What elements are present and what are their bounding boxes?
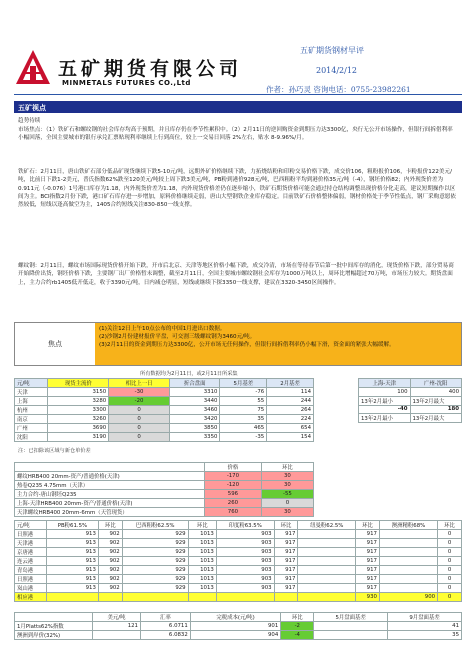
change-cell: -20	[109, 397, 170, 406]
table-row	[15, 631, 462, 640]
ore-cell: 902	[98, 584, 122, 593]
table-row	[15, 388, 314, 397]
table-row	[15, 539, 462, 548]
ore-cell: 903	[216, 566, 274, 575]
ore-cell: 0	[438, 593, 462, 602]
ore-cell: 0	[438, 566, 462, 575]
table-row	[15, 472, 314, 481]
ore-paragraph: 铁矿石：2月11日，唐山铁矿石部分低品矿现货继续下跌5-10元/吨，远期外矿价格继续下跌，力拓烧结粉和印粉交易价格下跌，成交价106，粗粉报价106，卡粉报价122美元/吨，比前日下跌1-2美元，普氏指数62%跌至120美元/吨较上周下跌3美元/吨，PB粉到港价928元/吨，巴西粗粉平均到港价格35元/吨（-4），钢坯价格82；内外现货价差为0.911元（-0.076）1号港口库存为1.18，内外现货价差为1.18，内外现货价格差仍在逐步缩小，铁矿石期货价格可能会通过持仓结构调整出现价格分化走高，建议短期操作以区间为主。BCI指数2月份下跌，港口矿石库存进一步增加，原料价格继续走弱，唐山大型钢铁企业库存稳定。目前铁矿石价格整体偏弱，钢材价格处于季节性低点，钢厂采购意愿依然较低，短线以逢高做空为主，1405合约短线关注830-850一线支撑。	[18, 169, 456, 209]
focus-line: (2)沙钢2月份建材报价平盘，可交割三级螺纹钢为3460元/吨。	[99, 334, 256, 340]
change-cell: 30	[261, 472, 313, 481]
ore-cell: 1013	[188, 566, 216, 575]
city-cell: 广州	[15, 424, 48, 433]
ore-cell	[298, 593, 356, 602]
ore-cell: 902	[98, 548, 122, 557]
table-row	[15, 481, 314, 490]
trend-title: 趋势待续	[18, 118, 41, 124]
focus-body	[95, 323, 461, 365]
basis-cell: 75	[220, 406, 267, 415]
ore-cell: 929	[122, 539, 188, 548]
ore-cell: 0	[438, 584, 462, 593]
ore-cell: 929	[122, 548, 188, 557]
col-header: 印度粉63.5%	[216, 521, 274, 530]
ore-cell: 903	[216, 584, 274, 593]
ore-cell: 913	[46, 584, 98, 593]
basis-cell: -76	[220, 388, 267, 397]
ore-cell: 929	[122, 530, 188, 539]
table-row	[15, 575, 462, 584]
futures-cell: 3460	[169, 406, 220, 415]
price-cell: 3300	[48, 406, 109, 415]
basis-cell: 465	[220, 424, 267, 433]
company-name-en: MINMETALS FUTURES CO.,Ltd	[62, 79, 191, 87]
ore-cell: 1013	[188, 530, 216, 539]
price-cell: 3690	[48, 424, 109, 433]
ore-cell	[188, 593, 216, 602]
ore-cell: 929	[122, 557, 188, 566]
spot-table-caption: 所有数据均为2月11日，或2月11日所采集	[140, 371, 238, 377]
ore-cell: 0	[438, 575, 462, 584]
ore-cell: 1013	[188, 557, 216, 566]
col-header: 澳洲精粉68%	[379, 521, 437, 530]
ore-cell: 917	[274, 584, 298, 593]
ore-cell: 917	[274, 539, 298, 548]
focus-line: (1)关注12日上午10点公布的中国1月进出口数据。	[99, 326, 226, 332]
label-cell: 热卷Q235 4.75mm（天津）	[15, 481, 205, 490]
col-header: 环比	[274, 521, 298, 530]
value-cell	[314, 622, 388, 631]
ore-cell	[379, 566, 437, 575]
focus-box	[14, 322, 462, 366]
ore-cell: 917	[356, 566, 380, 575]
ore-cell	[46, 593, 98, 602]
ore-cell: 903	[216, 575, 274, 584]
change-cell: 0	[109, 433, 170, 442]
change-cell: 30	[261, 481, 313, 490]
ore-cell: 917	[356, 584, 380, 593]
change-cell: -2	[281, 622, 314, 631]
label-cell: 天津螺纹HRB400 20mm-6mm（天管现货）	[15, 508, 205, 517]
spread-table	[358, 378, 462, 423]
ore-cell: 917	[356, 575, 380, 584]
col-header: 环比	[98, 521, 122, 530]
spot-price-table	[14, 378, 314, 442]
col-header: PB粉61.5%	[46, 521, 98, 530]
table-row	[15, 415, 314, 424]
label-cell: 上海-天津HRB400 20mm-资产/普通价格(天津)	[15, 499, 205, 508]
table-row	[359, 405, 462, 414]
table-row	[15, 433, 314, 442]
ore-cell: 929	[122, 575, 188, 584]
ore-cell: 917	[274, 575, 298, 584]
basis-cell: 154	[267, 433, 314, 442]
port-cell: 相应港	[15, 593, 47, 602]
label-cell: 螺纹HRB400 20mm-资产/普通价格(天津)	[15, 472, 205, 481]
table-row	[15, 424, 314, 433]
table-row	[359, 396, 462, 405]
value-cell: 41	[388, 622, 462, 631]
ore-cell: 917	[274, 557, 298, 566]
company-logo	[14, 48, 52, 86]
value-cell: 35	[388, 631, 462, 640]
table-row	[15, 499, 314, 508]
ore-cell	[298, 548, 356, 557]
ore-cell: 913	[46, 566, 98, 575]
ore-cell: 917	[274, 548, 298, 557]
ore-cell	[298, 557, 356, 566]
ore-cell	[379, 557, 437, 566]
col-header: 环比	[188, 521, 216, 530]
change-cell: -55	[261, 490, 313, 499]
port-cell: 天津港	[15, 539, 47, 548]
basis-cell: 264	[267, 406, 314, 415]
value-cell: 760	[205, 508, 262, 517]
ore-cell: 1013	[188, 584, 216, 593]
ore-cell: 900	[379, 593, 437, 602]
col-header: 环比	[356, 521, 380, 530]
col-header	[15, 463, 205, 472]
col-header: 价格	[205, 463, 262, 472]
col-header: 环比	[438, 521, 462, 530]
table-row	[15, 584, 462, 593]
basis-cell: 55	[220, 397, 267, 406]
spread-cell: 13年2月最大	[410, 414, 462, 423]
value-cell: -120	[205, 481, 262, 490]
ore-cell: 917	[274, 530, 298, 539]
ore-cell: 913	[46, 548, 98, 557]
ore-cell: 917	[356, 548, 380, 557]
ore-cell	[216, 593, 274, 602]
port-cell: 日照港	[15, 575, 47, 584]
table-row	[15, 557, 462, 566]
company-name-cn: 五矿期货有限公司	[58, 58, 243, 80]
value-cell: 596	[205, 490, 262, 499]
ore-cell: 929	[122, 584, 188, 593]
ore-cell: 913	[46, 557, 98, 566]
spread-cell: 100	[359, 388, 411, 397]
change-cell: 0	[109, 406, 170, 415]
col-header: 完税成本(元/吨)	[190, 613, 281, 622]
ore-cell: 903	[216, 557, 274, 566]
price-cell: 3260	[48, 415, 109, 424]
market-paragraph: 市场焦点：（1）铁矿石和螺纹钢的社会库存均高于预期，并且库存仍在季节性累积中。（2）2月11日的逆回购资金到期压力达3300亿，央行无公开市场操作，但银行间拆借利率小幅回落，全国主要城市的银行承兑汇票贴现利率继续上行到高位，较上一交易日回落 2%左右，贴水 8-9.96%/月。	[18, 127, 453, 142]
ore-cell: 1013	[188, 575, 216, 584]
col-header: 巴西粗粉62.5%	[122, 521, 188, 530]
col-header: 汇率	[140, 613, 190, 622]
ore-cell	[298, 566, 356, 575]
city-cell: 天津	[15, 388, 48, 397]
spot-table-note: 注：已扣除该区域与新仓单价差	[18, 448, 91, 454]
section-title-bar: 五矿视点	[14, 101, 462, 113]
report-date: 2014/2/12	[316, 66, 358, 75]
ore-cell: 0	[438, 530, 462, 539]
col-header: 2月基差	[267, 379, 314, 388]
value-cell: 6.0832	[140, 631, 190, 640]
col-header: 9月盘面基差	[388, 613, 462, 622]
basis-cell: 654	[267, 424, 314, 433]
change-cell: 0	[109, 424, 170, 433]
col-header: 相比上一日	[109, 379, 170, 388]
col-header: 元/吨	[15, 379, 48, 388]
ore-cell	[298, 584, 356, 593]
ore-cell: 902	[98, 557, 122, 566]
value-cell: 904	[190, 631, 281, 640]
port-cell: 连云港	[15, 557, 47, 566]
spread-cell: -40	[359, 405, 411, 414]
price-cell: 3280	[48, 397, 109, 406]
col-header: 环比	[261, 463, 313, 472]
ore-cell	[298, 530, 356, 539]
ore-cell	[298, 539, 356, 548]
ore-cell: 902	[98, 566, 122, 575]
label-cell: 1月Platts62%指数	[15, 622, 93, 631]
ore-cell: 1013	[188, 548, 216, 557]
ore-cell: 913	[46, 539, 98, 548]
basis-cell: 114	[267, 388, 314, 397]
price-cell: 3150	[48, 388, 109, 397]
ore-cell: 902	[98, 530, 122, 539]
col-header: 环比	[281, 613, 314, 622]
value-cell	[93, 631, 141, 640]
value-cell: 121	[93, 622, 141, 631]
ore-cell: 903	[216, 530, 274, 539]
city-cell: 沈阳	[15, 433, 48, 442]
ore-cell: 917	[356, 530, 380, 539]
spread-cell: 400	[410, 388, 462, 397]
spread-cell: 13年2月最小	[359, 396, 411, 405]
label-cell: 澳洲到岸价(32%)	[15, 631, 93, 640]
ore-cell	[98, 593, 122, 602]
col-header: 上海-天津	[359, 379, 411, 388]
ore-cell	[379, 575, 437, 584]
futures-cell: 3850	[169, 424, 220, 433]
value-cell: 260	[205, 499, 262, 508]
basis-cell: 35	[220, 415, 267, 424]
col-header: 元/吨	[15, 521, 47, 530]
city-cell: 南京	[15, 415, 48, 424]
table-row	[15, 490, 314, 499]
ore-cell	[379, 539, 437, 548]
ore-port-table	[14, 520, 462, 602]
port-cell: 青岛港	[15, 566, 47, 575]
basis-cell: -35	[220, 433, 267, 442]
ore-cell: 930	[356, 593, 380, 602]
change-cell: -4	[281, 631, 314, 640]
report-title: 五矿期货钢材早评	[300, 46, 364, 55]
table-row	[15, 622, 462, 631]
col-header: 5月基差	[220, 379, 267, 388]
table-row	[15, 508, 314, 517]
port-cell: 岚山港	[15, 584, 47, 593]
ore-cell	[122, 593, 188, 602]
value-cell: -170	[205, 472, 262, 481]
ore-cell: 0	[438, 548, 462, 557]
spread-cell: 180	[410, 405, 462, 414]
header-divider	[14, 94, 462, 95]
table-footer-row	[15, 593, 462, 602]
report-author: 作者：孙巧灵 咨询电话：0755-23982261	[266, 85, 411, 94]
basis-cell: 244	[267, 397, 314, 406]
col-header: 现货主流价	[48, 379, 109, 388]
ore-cell: 0	[438, 557, 462, 566]
futures-cell: 3310	[169, 388, 220, 397]
port-cell: 日照港	[15, 530, 47, 539]
col-header: 广州-沈阳	[410, 379, 462, 388]
ore-cell: 917	[274, 566, 298, 575]
col-header: 5月盘面基差	[314, 613, 388, 622]
futures-cell: 3420	[169, 415, 220, 424]
ore-cell	[379, 584, 437, 593]
ore-cell: 917	[356, 557, 380, 566]
futures-cell: 3440	[169, 397, 220, 406]
price-cell: 3190	[48, 433, 109, 442]
ore-cell: 913	[46, 530, 98, 539]
focus-line: (3)2月11日的资金到期压力达3300亿，公开市场无任何操作，但银行间拆借利率仍小幅下滑，资金面的紧张大幅缓解。	[99, 342, 395, 348]
ore-cell	[379, 548, 437, 557]
futures-cell: 3350	[169, 433, 220, 442]
ore-cell: 902	[98, 575, 122, 584]
value-cell: 6.0711	[140, 622, 190, 631]
table-row	[15, 406, 314, 415]
col-header: 纽曼粉62.5%	[298, 521, 356, 530]
change-cell: 0	[109, 415, 170, 424]
port-cell: 京唐港	[15, 548, 47, 557]
ore-cell: 903	[216, 539, 274, 548]
basis-cell: 224	[267, 415, 314, 424]
city-cell: 上海	[15, 397, 48, 406]
change-cell: 30	[261, 508, 313, 517]
ore-cell	[298, 575, 356, 584]
label-cell: 主力合约-唐山钢坯Q235	[15, 490, 205, 499]
ore-cell: 0	[438, 539, 462, 548]
rebar-paragraph: 螺纹钢：2月11日，螺纹市场国际现货价格开始下跌，开市后北京、天津等地区价格小幅下跌，成交冷清，市场在等待春节后第一批中间库存的消化，现货价格下跌，部分贸易商开始降价出货，钢坯价格下跌，主要钢厂出厂价格暂未调整，截至2月11日，全国主要城市螺纹钢社会库存为1000万吨以上，周环比增幅超过70万吨，市场压力较大。期货盘面上，主力合约rb1405低开低走，收于3390元/吨，日内减仓明显，短线或继续下探3350一线支撑，建议在3320-3450区间操作。	[18, 263, 454, 286]
table-row	[15, 548, 462, 557]
ore-cell: 929	[122, 566, 188, 575]
value-cell	[314, 631, 388, 640]
table-row	[359, 388, 462, 397]
col-header: 折合盘面	[169, 379, 220, 388]
change-cell: 0	[261, 499, 313, 508]
table-row	[15, 530, 462, 539]
value-cell: 901	[190, 622, 281, 631]
focus-label: 焦点	[48, 340, 62, 348]
ore-cell	[274, 593, 298, 602]
col-header	[15, 613, 93, 622]
ore-cell: 902	[98, 539, 122, 548]
ore-cell: 903	[216, 548, 274, 557]
city-cell: 杭州	[15, 406, 48, 415]
ore-cell: 917	[356, 539, 380, 548]
change-cell: -30	[109, 388, 170, 397]
ore-cell: 913	[46, 575, 98, 584]
ore-cell	[379, 530, 437, 539]
col-header: 美元/吨	[93, 613, 141, 622]
table-row	[359, 414, 462, 423]
table-row	[15, 566, 462, 575]
ore-cell: 1013	[188, 539, 216, 548]
table-row	[15, 397, 314, 406]
import-cost-table	[14, 612, 462, 640]
steel-spread-table	[14, 462, 314, 517]
spread-cell: 13年2月最小	[359, 414, 411, 423]
spread-cell: 13年2月最大	[410, 396, 462, 405]
